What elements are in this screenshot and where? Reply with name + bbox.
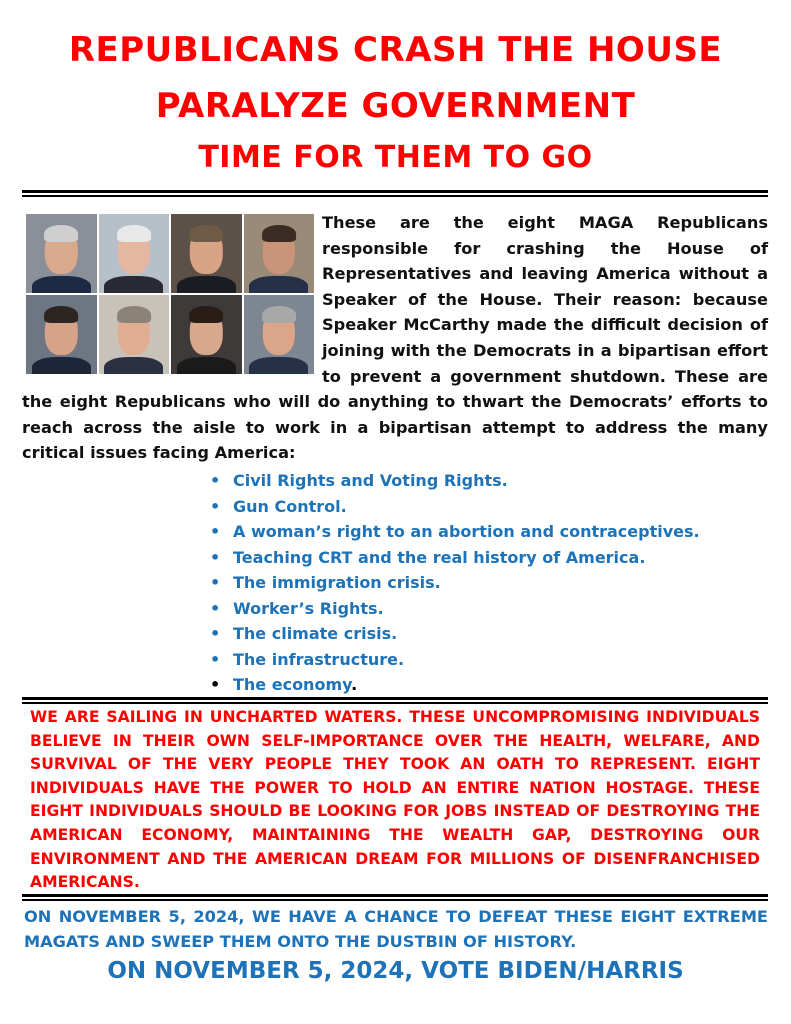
divider-bottom [22,894,768,901]
intro-text: These are the eight MAGA Republicans responsible for crashing the House of Representatives and leaving America without a Speaker of the House. Their reason: because Speaker McCarthy made the difficult decision of joining with the Democrats in a bipartisan effort to prevent a government shutdown. These are the eight Republicans who will do anything to thwart the Democrats’ efforts to reach across the aisle to work in a bipartisan attempt to address the many critical issues facing America: [22,213,768,463]
headline-line-3: TIME FOR THEM TO GO [198,140,593,175]
list-item: • The climate crisis. [210,624,398,643]
headline-line-1: REPUBLICANS CRASH THE HOUSE [68,30,723,70]
divider-middle [22,697,768,704]
intro-paragraph [22,210,768,466]
issues-list [210,468,700,698]
list-item: • Civil Rights and Voting Rights. [210,471,508,490]
list-item: • Teaching CRT and the real history of America. [210,547,646,567]
list-item: • A woman’s right to an abortion and contraceptives. [210,522,700,541]
headline-line-2: PARALYZE GOVERNMENT [155,86,636,126]
list-item: • The economy. [210,675,358,694]
list-item: • Gun Control. [210,496,347,516]
list-item: • Worker’s Rights. [210,598,384,618]
final-call-to-action: ON NOVEMBER 5, 2024, VOTE BIDEN/HARRIS [107,958,684,984]
list-item: • The immigration crisis. [210,573,441,592]
list-item: • The infrastructure. [210,649,405,669]
closing-paragraph: ON NOVEMBER 5, 2024, WE HAVE A CHANCE TO DEFEAT THESE EIGHT EXTREME MAGATS AND SWEEP THEM ONTO THE DUSTBIN OF HISTORY. [24,907,768,951]
warning-paragraph: WE ARE SAILING IN UNCHARTED WATERS. THESE UNCOMPROMISING INDIVIDUALS BELIEVE IN THEIR OWN SELF-IMPORTANCE OVER THE HEALTH, WELFARE, AND SURVIVAL OF THE VERY PEOPLE THEY TOOK AN OATH TO REPRESENT. EIGHT INDIVIDUALS HAVE THE POWER TO HOLD AN ENTIRE NATION HOSTAGE. THESE EIGHT INDIVIDUALS SHOULD BE LOOKING FOR JOBS INSTEAD OF DESTROYING THE AMERICAN ECONOMY, MAINTAINING THE WEALTH GAP, DESTROYING OUR ENVIRONMENT AND THE AMERICAN DREAM FOR MILLIONS OF DISENFRANCHISED AMERICANS. [30,708,760,892]
divider-top [22,190,768,197]
